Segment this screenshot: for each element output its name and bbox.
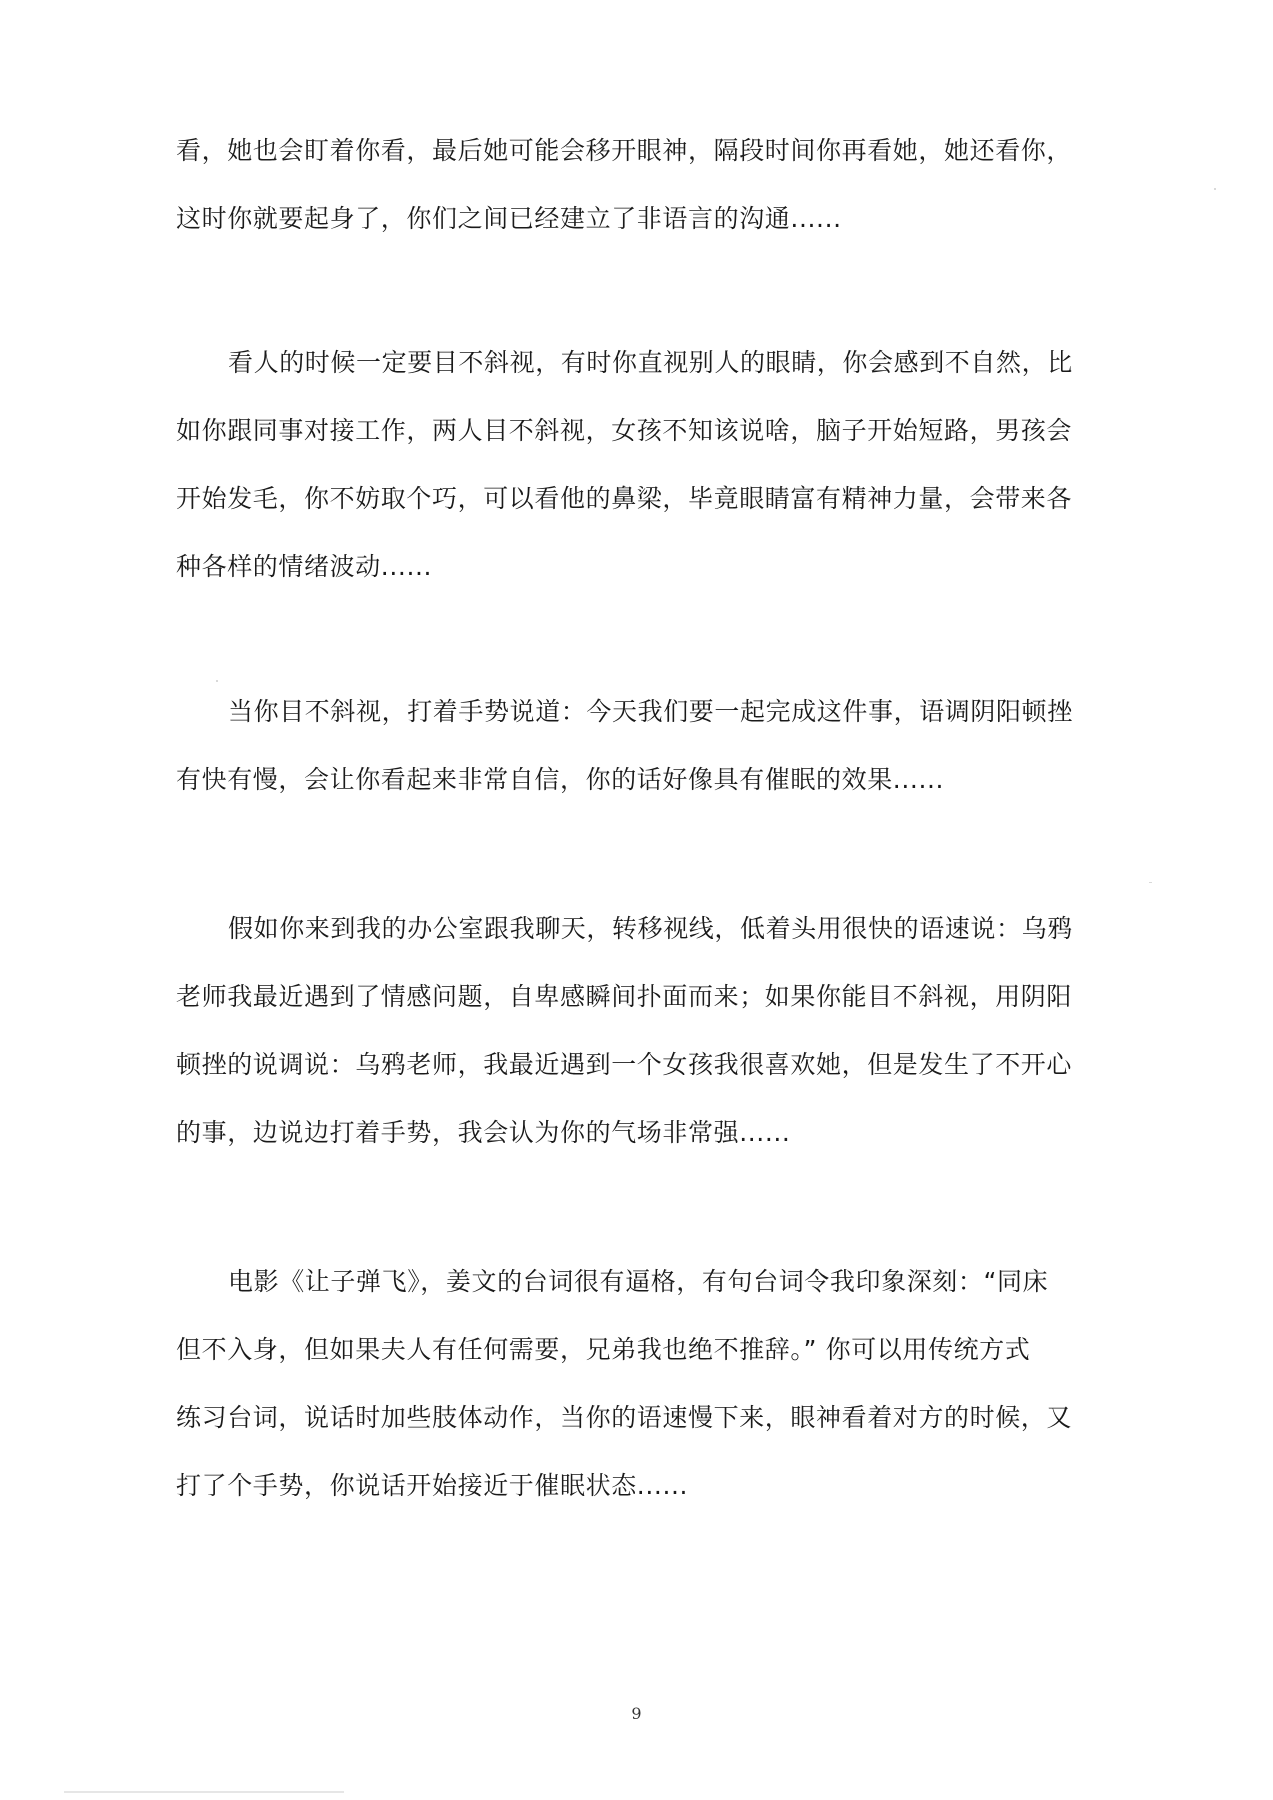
text-line: 练习台词，说话时加些肢体动作，当你的语速慢下来，眼神看着对方的时候，又 — [176, 1403, 1073, 1432]
text-line: 看，她也会盯着你看，最后她可能会移开眼神，隔段时间你再看她，她还看你， — [176, 136, 1073, 165]
text-line: 假如你来到我的办公室跟我聊天，转移视线，低着头用很快的语速说：乌鸦 — [228, 914, 1073, 943]
paragraph-continuation — [176, 117, 1073, 253]
scan-speck — [216, 680, 218, 682]
scan-edge-line — [64, 1791, 344, 1793]
scan-speck — [1149, 882, 1152, 883]
text-line: 但不入身，但如果夫人有任何需要，兄弟我也绝不推辞。” 你可以用传统方式 — [176, 1335, 1031, 1364]
paragraph-gesture — [176, 678, 1073, 814]
paragraph-movie-quote — [176, 1248, 1073, 1520]
text-line: 如你跟同事对接工作，两人目不斜视，女孩不知该说啥，脑子开始短路，男孩会 — [176, 416, 1073, 445]
text-line: 的事，边说边打着手势，我会认为你的气场非常强...... — [176, 1118, 791, 1147]
scan-speck — [1214, 188, 1216, 190]
paragraph-office-example — [176, 895, 1073, 1167]
paragraph-eye-contact — [176, 329, 1073, 601]
text-line: 电影《让子弹飞》，姜文的台词很有逼格，有句台词令我印象深刻：“同床 — [228, 1267, 1049, 1296]
page-number: 9 — [631, 1704, 642, 1723]
text-line: 看人的时候一定要目不斜视，有时你直视别人的眼睛，你会感到不自然，比 — [228, 348, 1073, 377]
text-line: 有快有慢，会让你看起来非常自信，你的话好像具有催眠的效果...... — [176, 765, 945, 794]
text-line: 老师我最近遇到了情感问题，自卑感瞬间扑面而来；如果你能目不斜视，用阴阳 — [176, 982, 1073, 1011]
text-line: 这时你就要起身了，你们之间已经建立了非语言的沟通...... — [176, 204, 842, 233]
text-line: 顿挫的说调说：乌鸦老师，我最近遇到一个女孩我很喜欢她，但是发生了不开心 — [176, 1050, 1073, 1079]
text-line: 打了个手势，你说话开始接近于催眠状态...... — [176, 1471, 689, 1500]
text-line: 种各样的情绪波动...... — [176, 552, 433, 581]
text-line: 开始发毛，你不妨取个巧，可以看他的鼻梁，毕竟眼睛富有精神力量，会带来各 — [176, 484, 1073, 513]
text-line: 当你目不斜视，打着手势说道：今天我们要一起完成这件事，语调阴阳顿挫 — [228, 697, 1073, 726]
